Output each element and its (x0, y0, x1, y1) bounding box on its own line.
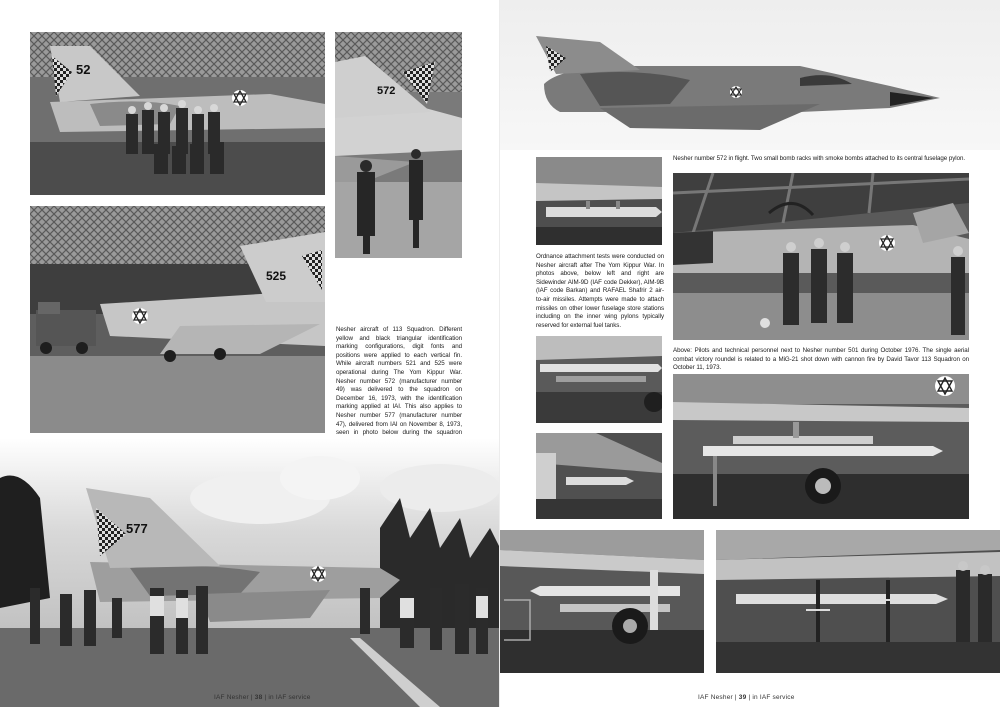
photo-nesher-572-in-flight (500, 0, 1000, 150)
photo-pilots-nesher-501 (673, 173, 969, 340)
page-number: 39 (738, 694, 747, 701)
caption-nesher-572-flight: Nesher number 572 in flight. Two small bomb racks with smoke bombs attached to its central fuselage pylon. (673, 155, 966, 162)
folio-book-title: IAF Nesher (698, 694, 733, 701)
page-folio-right: IAF Nesher | 39 | in IAF service (698, 694, 795, 701)
photo-victory-roundel-missiles (673, 374, 969, 519)
folio-section: in IAF service (752, 694, 795, 701)
photo-underwing-missiles-right (716, 530, 1000, 673)
caption-ordnance-tests: Ordnance attachment tests were conducted on Nesher aircraft after The Yom Kippur War. In photos above, below left and right are Sidewinder AIM-9D (IAF code Dekker), AIM-9B (IAF code Barkan) and RAFAEL Shafrir 2 air-to-air missiles. Attempts were made to attach missiles on other lower fuselage store stations including on the inner wing pylons typically reserved for external fuel tanks. (536, 253, 664, 329)
photo-aircraft-572-crew (335, 32, 462, 258)
page-folio-left: IAF Nesher | 38 | in IAF service (214, 694, 311, 701)
photo-aircraft-577-parents-day (0, 438, 500, 707)
folio-section: in IAF service (268, 694, 311, 701)
photo-crew-aircraft-52 (30, 32, 325, 195)
fin-number-577: 577 (126, 521, 148, 536)
photo-missile-attachment-3 (536, 433, 662, 519)
page-number: 38 (254, 694, 263, 701)
photo-missile-attachment-1 (536, 157, 662, 245)
fin-number-52: 52 (76, 62, 91, 77)
fin-number-525: 525 (266, 269, 287, 283)
fin-number-572: 572 (377, 85, 396, 97)
right-page (500, 0, 1000, 707)
photo-missile-attachment-2 (536, 336, 662, 423)
photo-aircraft-525-hangar (30, 206, 325, 433)
photo-underwing-missiles-left (500, 530, 704, 673)
caption-squadron-113: Nesher aircraft of 113 Squadron. Different yellow and black triangular identification marking configurations, digit fonts and positions were applied to each vertical fin. While aircraft numbers 521 and 525 were operational during The Yom Kippur War. Nesher number 572 (manufacturer number 49) was delivered to the squadron on December 16, 1973, with the identification marking applied at IAI. This also applies to Nesher number 577 (manufacturer number 47), delivered from IAI on November 8, 1973, seen in photo below during the squadron (336, 326, 462, 437)
folio-book-title: IAF Nesher (214, 694, 249, 701)
caption-pilots-501: Above: Pilots and technical personnel next to Nesher number 501 during October 1976. The single aerial combat victory roundel is related to a MiG-21 shot down with cannon fire by David Tavor 113 Squadron on October 11, 1973. (673, 347, 969, 372)
